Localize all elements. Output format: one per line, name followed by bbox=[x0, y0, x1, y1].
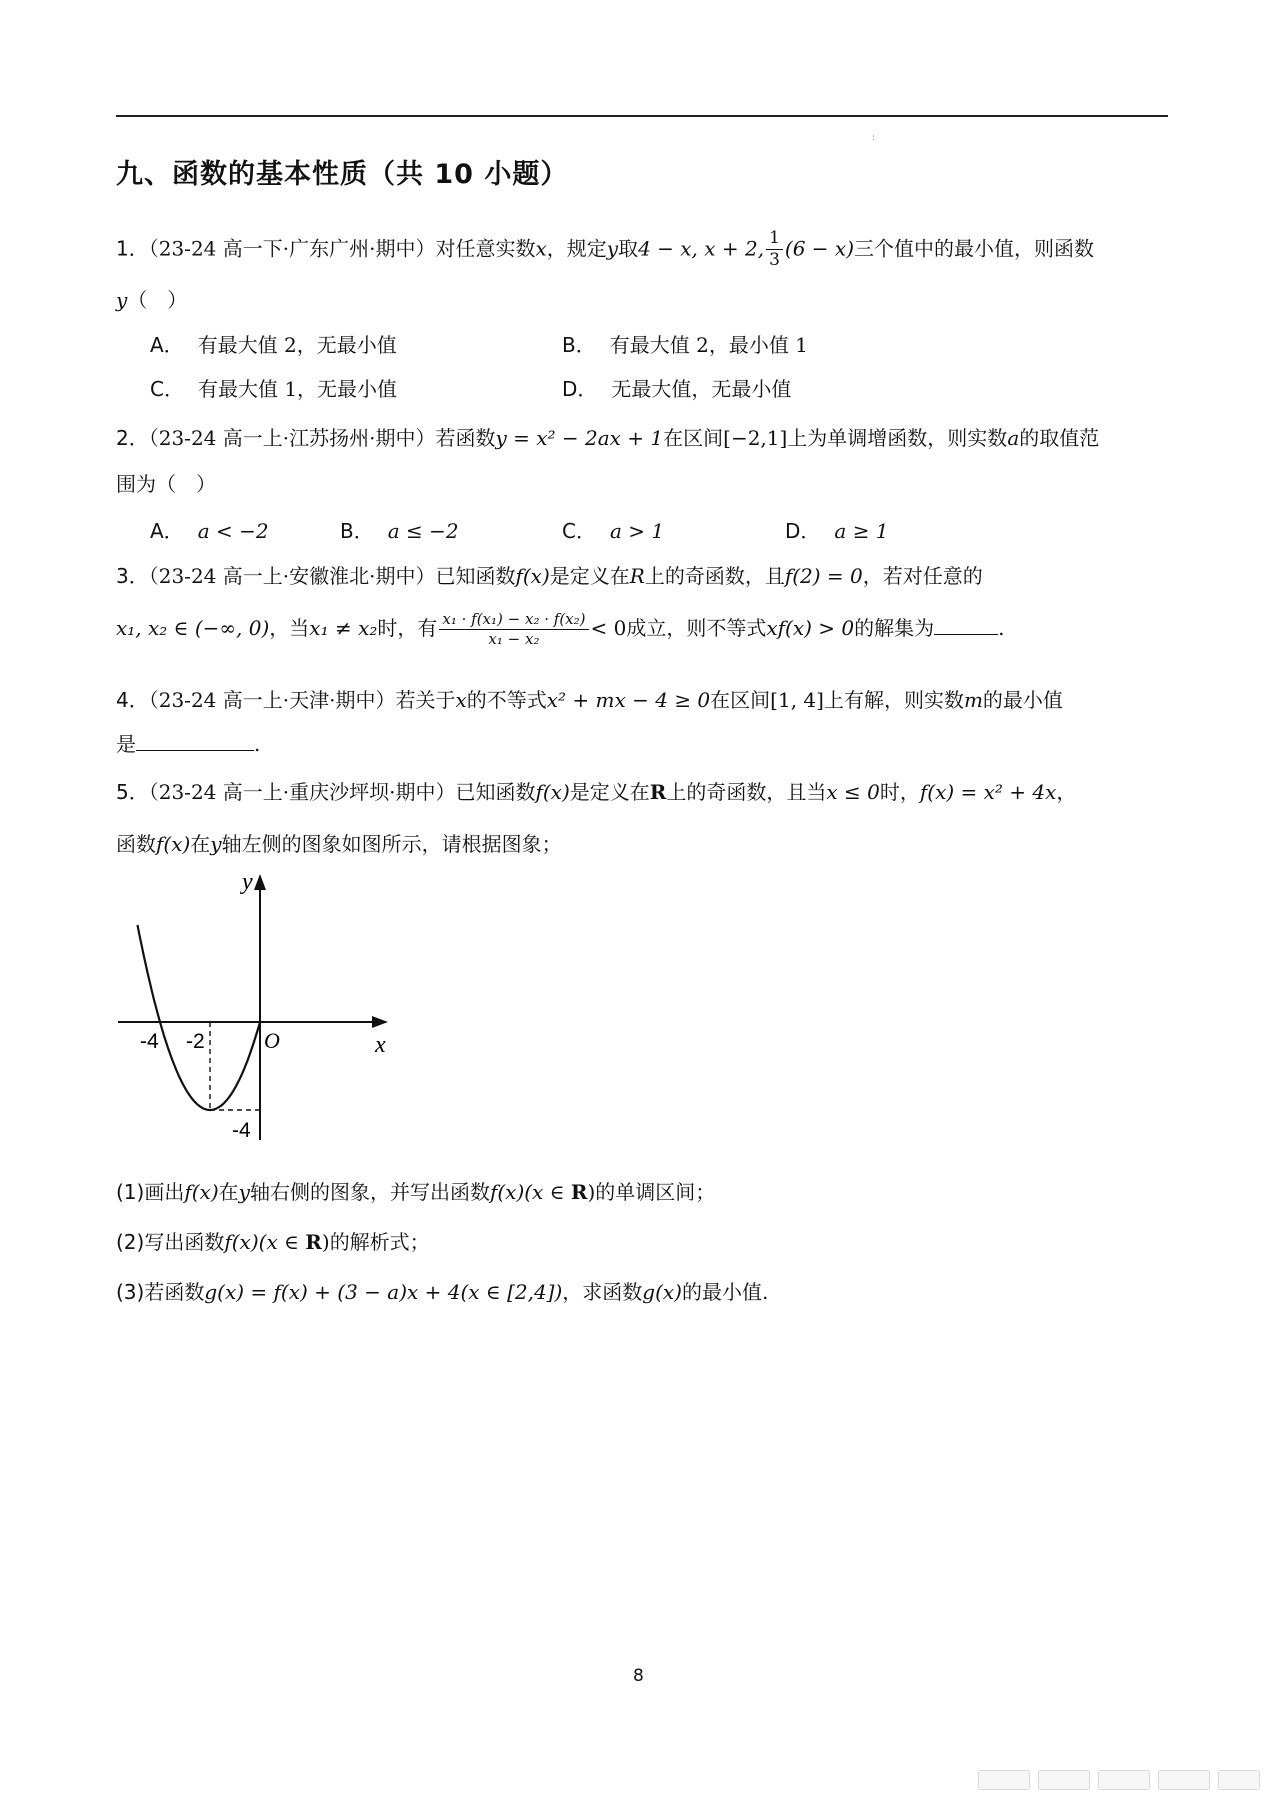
q5-line2: 函数f(x)在y轴左侧的图象如图所示，请根据图象； bbox=[116, 832, 562, 856]
label-neg4: -4 bbox=[140, 1030, 159, 1053]
q1-source: （23-24 高一下·广东广州·期中） bbox=[148, 236, 436, 261]
page-number: 8 bbox=[633, 1666, 644, 1686]
q2-option-b[interactable]: B． a ≤ −2 bbox=[340, 519, 459, 543]
q4-answer-blank[interactable] bbox=[136, 732, 254, 751]
toolbar-segment bbox=[1098, 1770, 1150, 1790]
q1-line2: y（ ） bbox=[116, 288, 188, 312]
x-axis-arrow bbox=[372, 1016, 388, 1028]
toolbar-segment bbox=[1158, 1770, 1210, 1790]
parabola-curve bbox=[138, 925, 261, 1110]
q2-option-a[interactable]: A． a < −2 bbox=[150, 519, 269, 543]
q5-sub1: (1)画出f(x)在y轴右侧的图象，并写出函数f(x)(x ∈ R)的单调区间； bbox=[116, 1180, 716, 1204]
q1-number: 1． bbox=[116, 236, 149, 261]
q3-line2: x₁, x₂ ∈ (−∞, 0)，当x₁ ≠ x₂时，有 $\frac{\text{x₁ · f(x₁) − x₂ · f(x₂)}}{\text{x₁ − x₂}}$ < 0成立，则不等式xf(x) > 0的解集为 . bbox=[116, 610, 1005, 648]
q2-line1: 2．（23-24 高一上·江苏扬州·期中）若函数y = x² − 2ax + 1在区间[−2,1]上为单调增函数，则实数a的取值范 bbox=[116, 426, 1100, 450]
label-origin: O bbox=[264, 1028, 280, 1053]
toolbar-segment bbox=[978, 1770, 1030, 1790]
y-axis-arrow bbox=[254, 874, 266, 890]
bottom-toolbar-strip bbox=[968, 1762, 1268, 1798]
q2-option-c[interactable]: C． a > 1 bbox=[562, 519, 665, 543]
q2-option-d[interactable]: D． a ≥ 1 bbox=[785, 519, 889, 543]
label-min-neg4: -4 bbox=[232, 1119, 251, 1142]
q1-option-a[interactable]: A． 有最大值 2，无最小值 bbox=[150, 333, 397, 357]
q3-source: （23-24 高一上·安徽淮北·期中） bbox=[148, 564, 436, 588]
q5-sub2: (2)写出函数f(x)(x ∈ R)的解析式； bbox=[116, 1230, 430, 1254]
q3-line1: 3．（23-24 高一上·安徽淮北·期中）已知函数f(x)是定义在R上的奇函数，且f(2) = 0，若对任意的 bbox=[116, 564, 983, 588]
toolbar-segment bbox=[1218, 1770, 1260, 1790]
header-rule bbox=[116, 115, 1168, 117]
q4-line1: 4．（23-24 高一上·天津·期中）若关于x的不等式x² + mx − 4 ≥ 0在区间[1, 4]上有解，则实数m的最小值 bbox=[116, 688, 1063, 712]
q1-option-d[interactable]: D． 无最大值，无最小值 bbox=[562, 377, 792, 401]
q5-sub3: (3)若函数g(x) = f(x) + (3 − a)x + 4(x ∈ [2,4])，求函数g(x)的最小值. bbox=[116, 1280, 769, 1304]
q4-source: （23-24 高一上·天津·期中） bbox=[148, 688, 396, 712]
toolbar-segment bbox=[1038, 1770, 1090, 1790]
label-neg2: -2 bbox=[186, 1030, 205, 1053]
corner-mark: : bbox=[872, 133, 876, 143]
q1-option-c[interactable]: C． 有最大值 1，无最小值 bbox=[150, 377, 398, 401]
label-x: x bbox=[375, 1032, 386, 1058]
label-y: y bbox=[242, 870, 253, 895]
q1-fraction: $\frac{1}{3}$ bbox=[766, 228, 783, 272]
q4-line2: 是 . bbox=[116, 732, 261, 756]
section-title: 九、函数的基本性质（共 10 小题） bbox=[116, 159, 569, 190]
q2-line2: 围为（ ） bbox=[116, 472, 216, 496]
q3-answer-blank[interactable] bbox=[934, 616, 998, 635]
q2-source: （23-24 高一上·江苏扬州·期中） bbox=[148, 426, 436, 450]
q3-fraction: $\frac{\text{x₁ · f(x₁) − x₂ · f(x₂)}}{\text{x₁ − x₂}}$ bbox=[439, 610, 588, 649]
q5-line1: 5．（23-24 高一上·重庆沙坪坝·期中）已知函数f(x)是定义在R上的奇函数，且当x ≤ 0时，f(x) = x² + 4x， bbox=[116, 780, 1077, 804]
q1-line1: 1．（23-24 高一下·广东广州·期中）对任意实数x，规定y取4 − x, x + 2, $\frac{1}{3}$ (6 − x)三个值中的最小值，则函数 bbox=[116, 228, 1095, 271]
q5-source: （23-24 高一上·重庆沙坪坝·期中） bbox=[148, 780, 456, 804]
q1-option-b[interactable]: B． 有最大值 2，最小值 1 bbox=[562, 333, 808, 357]
q5-graph bbox=[110, 870, 420, 1150]
